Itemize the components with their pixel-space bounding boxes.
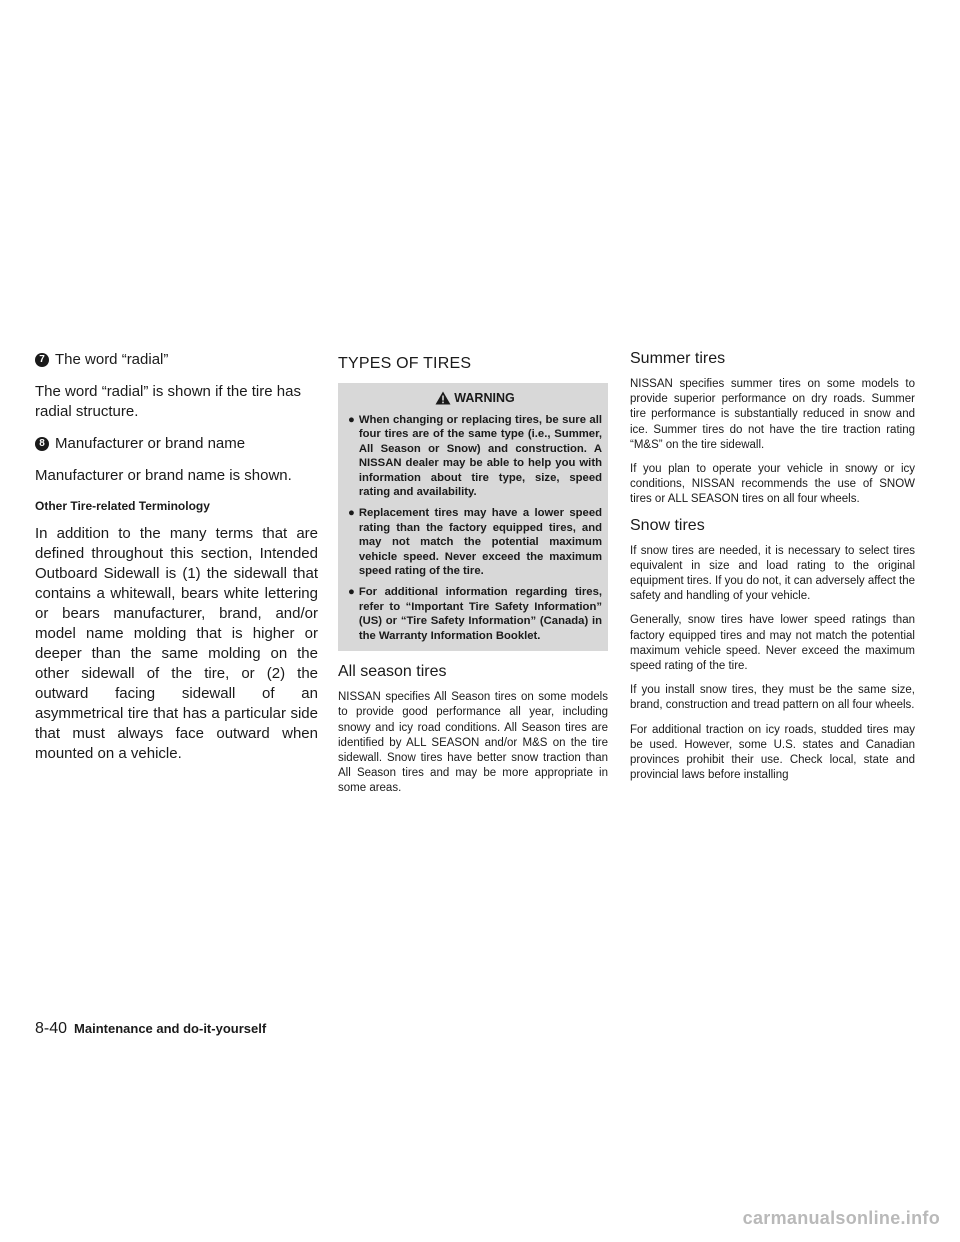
item-8-heading — [35, 434, 318, 454]
terminology-subheading: Other Tire-related Terminology — [35, 499, 210, 513]
watermark: carmanualsonline.info — [742, 1208, 940, 1228]
summer-paragraph-1: NISSAN specifies summer tires on some models to provide superior performance on dry roads. Summer tire performance is substantially reduced in snow and ice. Summer tires do not have the tire traction rating “M&S” on the tire sidewall. — [630, 378, 915, 451]
snow-paragraph-1: If snow tires are needed, it is necessary to select tires equivalent in size and load rating to the original equipment tires. If you do not, it can adversely affect the safety and handling of your vehicle. — [630, 544, 915, 603]
warning-item — [348, 585, 602, 643]
footer-section-title: Maintenance and do-it-yourself — [74, 1021, 267, 1036]
column-right — [630, 350, 915, 792]
page-footer — [35, 1020, 266, 1038]
warning-item — [348, 506, 602, 578]
warning-item-text: Replacement tires may have a lower speed rating than the factory equipped tires, and may not match the potential maximum vehicle speed. Never exceed the maximum speed rating of the tire. — [358, 507, 602, 578]
warning-header — [348, 391, 602, 405]
snow-tires-heading: Snow tires — [630, 516, 705, 534]
all-season-paragraph: NISSAN specifies All Season tires on some models to provide good performance all year, including snowy and icy road conditions. All Season tires are identified by ALL SEASON and/or M&S on the tire sidewall. Snow tires have better snow traction than All Season tires and may be more appropriate in some areas. — [338, 691, 608, 795]
snow-paragraph-4: For additional traction on icy roads, studded tires may be used. However, some U.S. states and Canadian provinces prohibit their use. Check local, state and provincial laws before installing — [630, 723, 915, 782]
column-left — [35, 350, 318, 776]
bullet-icon: ● — [348, 586, 355, 599]
snow-paragraph-3: If you install snow tires, they must be the same size, brand, construction and tread pattern on all four wheels. — [630, 684, 915, 712]
item-8-description: Manufacturer or brand name is shown. — [35, 467, 292, 484]
item-7-heading — [35, 350, 318, 370]
summer-tires-heading: Summer tires — [630, 350, 726, 367]
circled-number-7: 7 — [35, 353, 49, 367]
summer-paragraph-2: If you plan to operate your vehicle in snowy or icy conditions, NISSAN recommends the use of SNOW tires or ALL SEASON tires on all four wheels. — [630, 463, 915, 506]
warning-list — [348, 413, 602, 643]
item-7-title: The word “radial” — [55, 351, 169, 368]
terminology-paragraph: In addition to the many terms that are defined throughout this section, Intended Outboard Sidewall is (1) the sidewall that contains a whitewall, bears white lettering or bears manufacturer, brand, and/or model name molding that is higher or deeper than the same molding on the other sidewall of the tire, or (2) the outward facing sidewall of an asymmetrical tire that has a particular side that must always face outward when mounted on a vehicle. — [35, 525, 318, 762]
circled-number-8: 8 — [35, 437, 49, 451]
all-season-heading: All season tires — [338, 663, 447, 681]
item-8-title: Manufacturer or brand name — [55, 435, 246, 452]
item-7-description: The word “radial” is shown if the tire has radial structure. — [35, 383, 301, 420]
warning-item-text: For additional information regarding tires, refer to “Important Tire Safety Information” (US) or “Tire Safety Information” (Canada) in the Warranty Information Booklet. — [358, 586, 602, 642]
warning-label: WARNING — [454, 391, 515, 405]
page-number: 8-40 — [35, 1020, 68, 1037]
bullet-icon: ● — [348, 507, 355, 520]
warning-item-text: When changing or replacing tires, be sure all four tires are of the same type (i.e., Summer, All Season or Snow) and construction. A NISSAN dealer may be able to help you with information about tire type, size, speed rating and availability. — [358, 414, 602, 499]
snow-paragraph-2: Generally, snow tires have lower speed ratings than factory equipped tires and may not match the potential maximum vehicle speed. Never exceed the maximum speed rating of the tire. — [630, 614, 915, 673]
warning-item — [348, 413, 602, 499]
warning-triangle-icon — [435, 391, 451, 405]
bullet-icon: ● — [348, 414, 355, 426]
section-title: TYPES OF TIRES — [338, 355, 472, 372]
column-middle — [338, 350, 608, 806]
warning-box — [338, 383, 608, 651]
